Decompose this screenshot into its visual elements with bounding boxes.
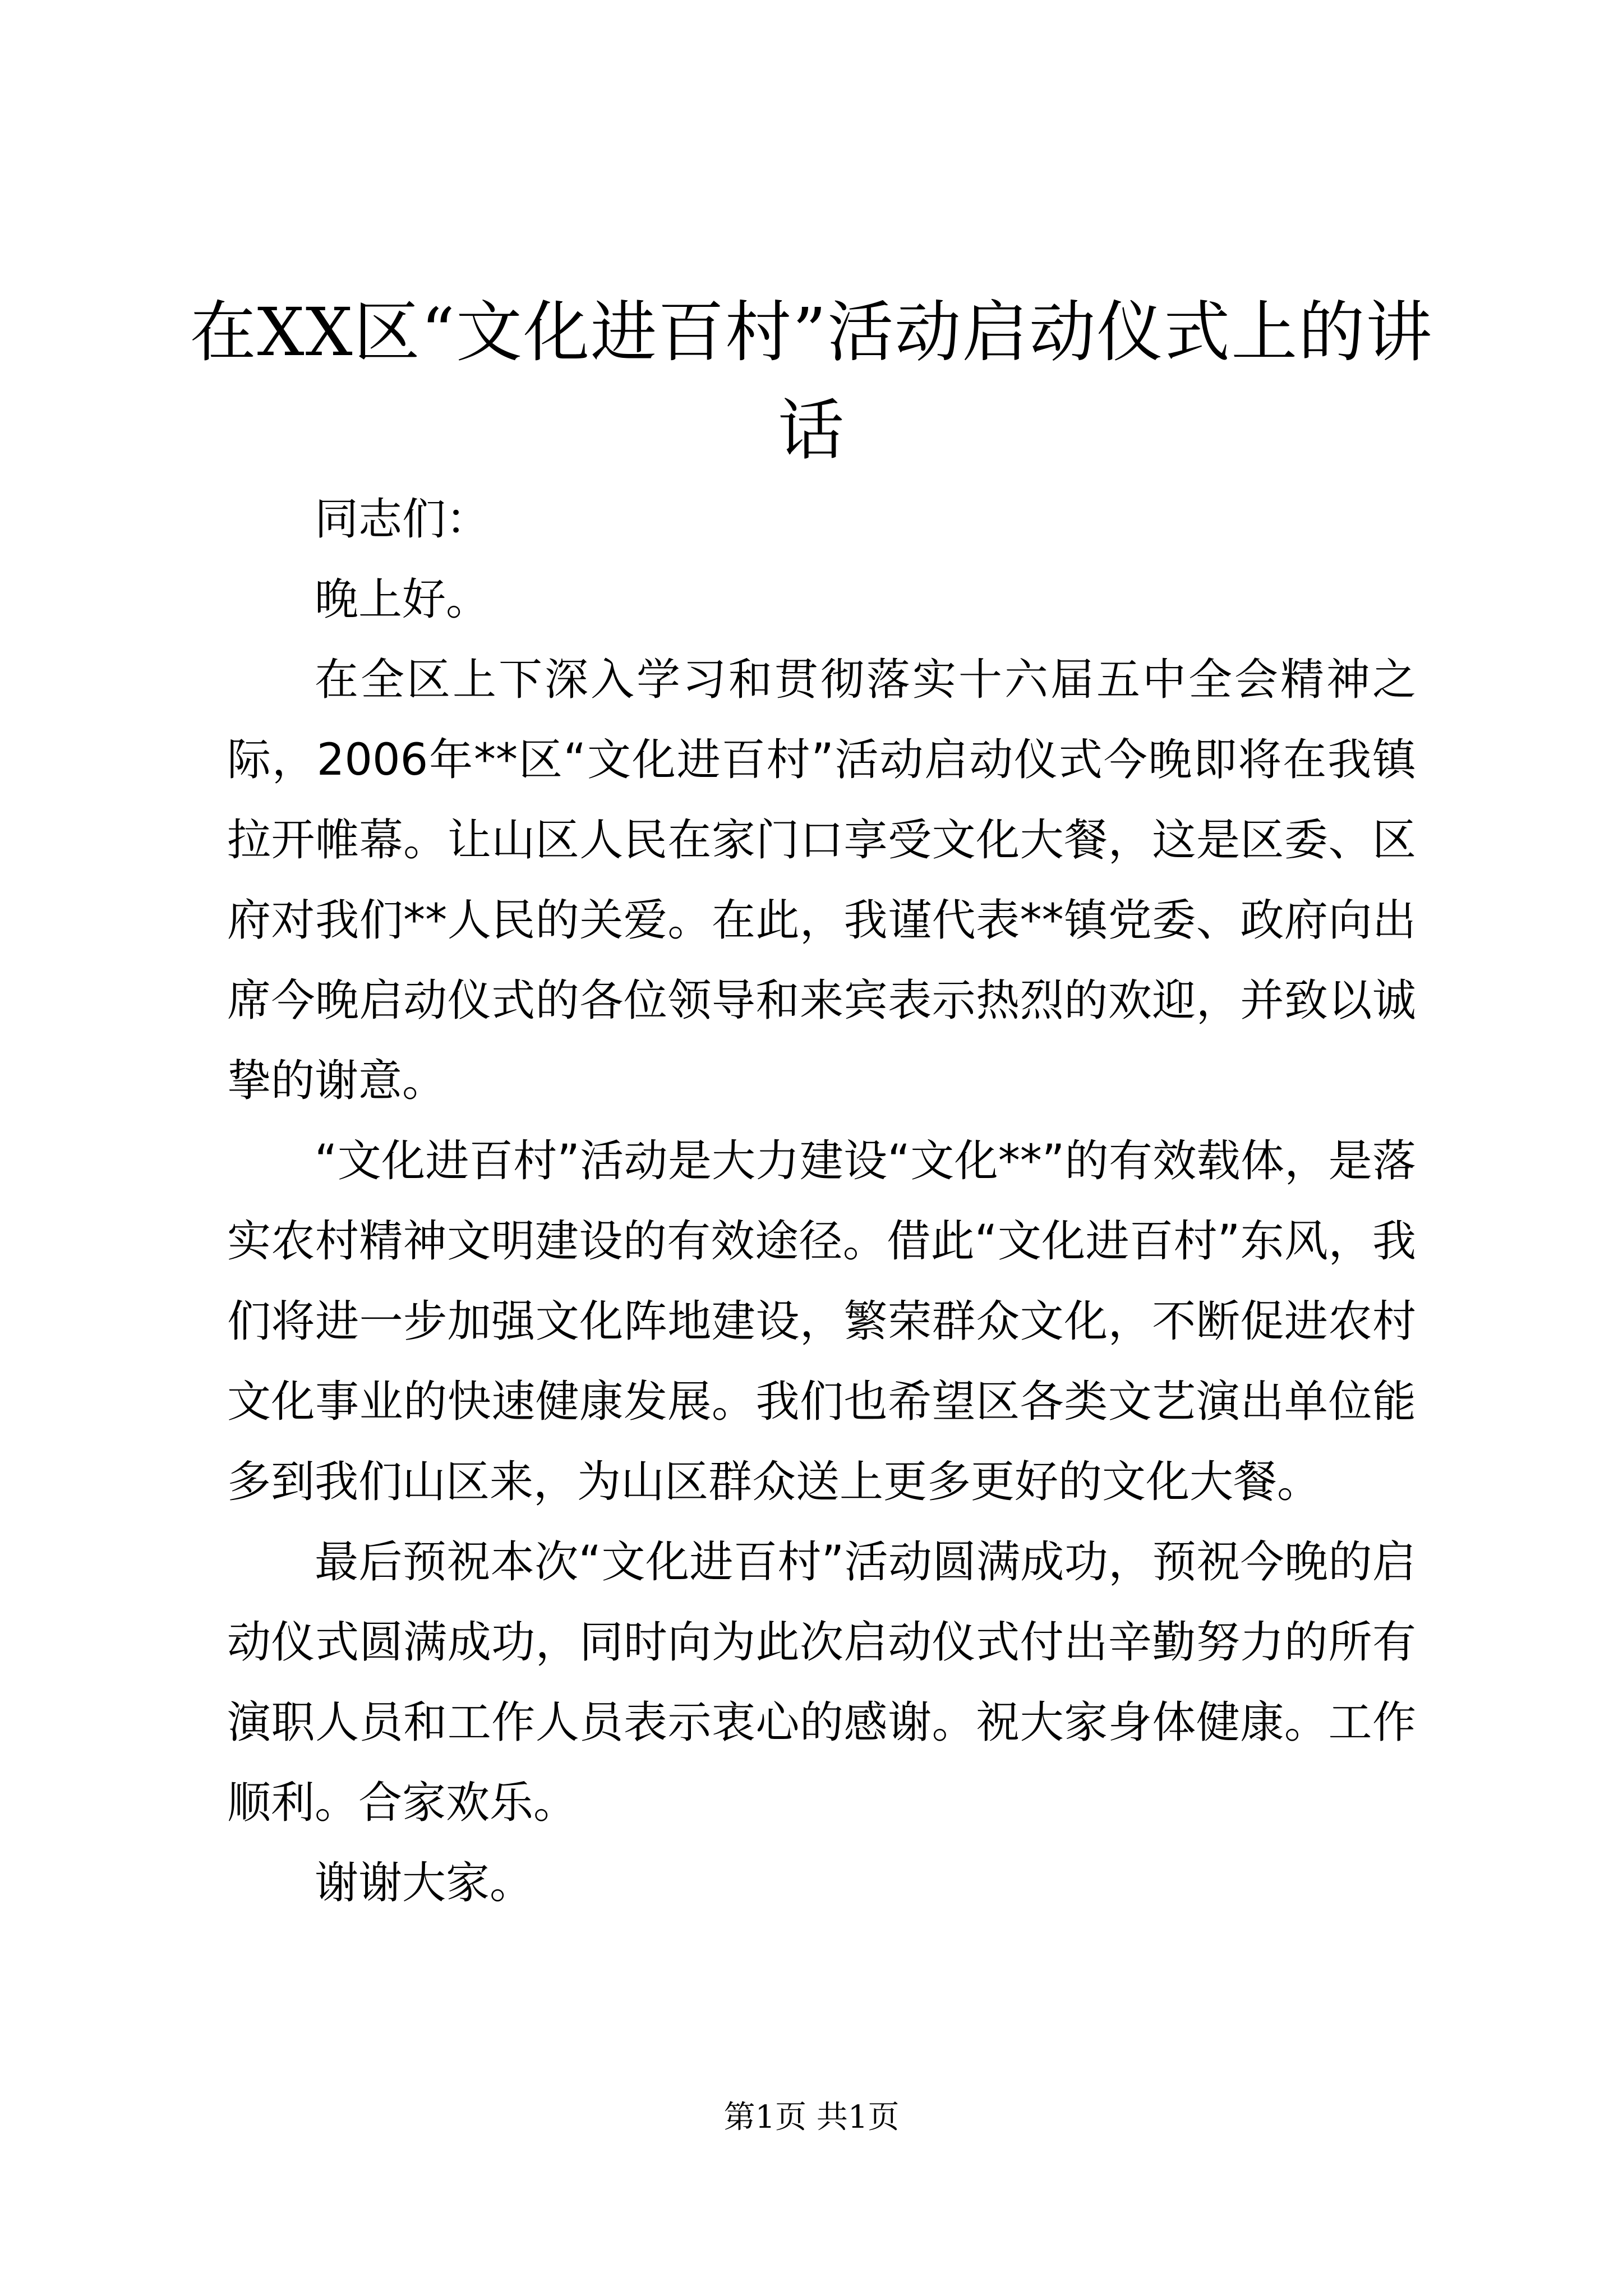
paragraph-closing: 谢谢大家。 [315,1858,534,1908]
paragraph-salutation: 同志们： [315,494,490,545]
document-title: 在XX区“文化进百村”活动启动仪式上的讲话 [190,293,1433,469]
paragraph-2: “文化进百村”活动是大力建设“文化**”的有效载体，是落实农村精神文明建设的有效途径。借此“文化进百村”东风，我们将进一步加强文化阵地建设，繁荣群众文化，不断促进农村文化事业的快速健康发展。我们也希望区各类文艺演出单位能多到我们山区来，为山区群众送上更多更好的文化大餐。 [227,1136,1416,1507]
paragraph-3: 最后预祝本次“文化进百村”活动圆满成功，预祝今晚的启动仪式圆满成功，同时向为此次启动仪式付出辛勤努力的所有演职人员和工作人员表示衷心的感谢。祝大家身体健康。工作顺利。合家欢乐。 [227,1537,1416,1828]
paragraph-1: 在全区上下深入学习和贯彻落实十六届五中全会精神之际，2006年**区“文化进百村”活动启动仪式今晚即将在我镇拉开帷幕。让山区人民在家门口享受文化大餐，这是区委、区府对我们**人民的关爱。在此，我谨代表**镇党委、政府向出席今晚启动仪式的各位领导和来宾表示热烈的欢迎，并致以诚挚的谢意。 [227,655,1416,1106]
page-footer: 第1页 共1页 [723,2099,900,2136]
paragraph-greeting: 晚上好。 [315,574,490,625]
document-body [227,480,1416,1924]
